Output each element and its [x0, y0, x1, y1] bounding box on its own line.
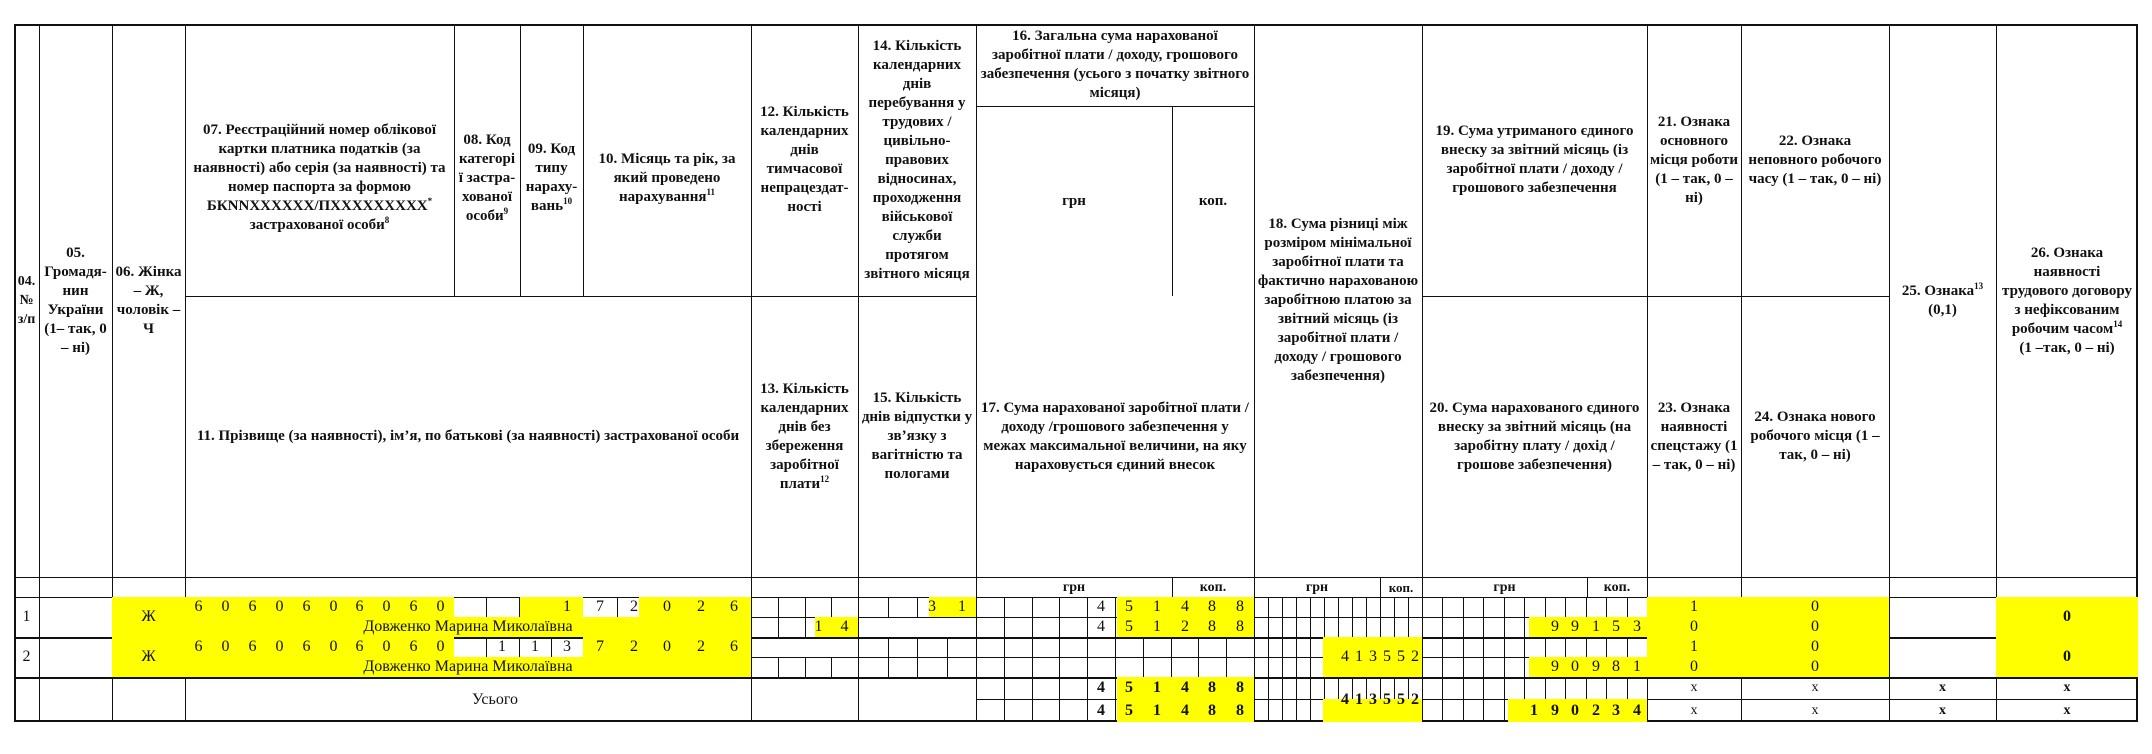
- total-c25-top: x: [1939, 680, 1946, 695]
- total-c26-bottom: x: [2063, 702, 2071, 718]
- unit-grn-18: грн: [1305, 579, 1329, 595]
- grid-line: [1442, 637, 1443, 657]
- total-c17-digit: 8: [1208, 701, 1216, 719]
- grid-line: [1032, 617, 1033, 637]
- grid-line: [888, 657, 889, 677]
- rnokpp-digit: 0: [329, 598, 338, 615]
- grid-line: [888, 637, 889, 657]
- row-2-c24: 0: [1811, 658, 1819, 675]
- grid-line: [1524, 657, 1525, 677]
- total-c18-digit: 5: [1397, 690, 1405, 708]
- grid-line: [1627, 597, 1628, 617]
- grid-line: [1032, 677, 1033, 699]
- grid-line: [1606, 597, 1607, 617]
- grid-line: [778, 617, 779, 637]
- rnokpp-digit: 6: [409, 638, 418, 655]
- grid-line: [1059, 699, 1060, 722]
- category-digit: 1: [563, 598, 571, 615]
- c16-digit: 5: [1125, 598, 1133, 615]
- c18-digit: 2: [1411, 648, 1419, 665]
- header-25: 25. Ознака$^{13}$ (0,1): [1901, 280, 1984, 318]
- grid-line: [1198, 657, 1199, 677]
- grid-line: [1059, 617, 1060, 637]
- rnokpp-digit: 0: [221, 638, 230, 655]
- month-digit: 0: [663, 598, 671, 615]
- grid-line: [1524, 617, 1525, 637]
- c17-digit: 4: [1097, 618, 1105, 635]
- c17-digit: 1: [1153, 618, 1161, 635]
- grid-line: [1366, 597, 1367, 637]
- grid-line: [1606, 637, 1607, 657]
- c18-digit: 1: [1355, 648, 1363, 665]
- grid-line: [1463, 617, 1464, 637]
- grid-line: [1647, 577, 2138, 578]
- total-c20-digit: 3: [1612, 701, 1620, 719]
- header-10: 10. Місяць та рік, за який проведено нарахування$^{11}$: [598, 150, 736, 205]
- c17-digit: 8: [1236, 618, 1244, 635]
- rnokpp-digit: 6: [409, 598, 418, 615]
- grid-line: [1198, 637, 1199, 657]
- month-digit: 2: [630, 598, 638, 615]
- total-c26-top: x: [2063, 680, 2071, 695]
- rnokpp-digit: 6: [248, 598, 257, 615]
- c16-digit: 1: [1153, 598, 1161, 615]
- rnokpp-digit: 6: [194, 638, 203, 655]
- grid-line: [1268, 677, 1269, 722]
- month-digit: 2: [697, 638, 705, 655]
- grid-line: [1504, 699, 1505, 722]
- rnokpp-digit: 0: [436, 638, 445, 655]
- grid-line: [1032, 637, 1033, 657]
- c20-digit: 9: [1571, 618, 1579, 635]
- total-c18-digit: 4: [1341, 690, 1349, 708]
- grid-line: [1115, 637, 1116, 657]
- total-c17-digit: 5: [1125, 701, 1133, 719]
- report-table: [14, 24, 2138, 722]
- c20-digit: 1: [1633, 658, 1641, 675]
- header-26: 26. Ознака наявності трудового договору з нефіксованим робочим часом$^{14}$ (1 –так, 0 – ні): [2002, 244, 2132, 356]
- rnokpp-digit: 0: [221, 598, 230, 615]
- grid-line: [1524, 637, 1525, 657]
- row-1-c22: 0: [1811, 598, 1819, 615]
- grid-line: [1442, 597, 1443, 617]
- grid-line: [831, 597, 832, 617]
- c13-digit: 1: [814, 618, 823, 635]
- c16-digit: 4: [1181, 598, 1189, 615]
- unit-kop-18: коп.: [1388, 579, 1414, 595]
- grid-line: [486, 597, 487, 617]
- total-c17-digit: 1: [1153, 701, 1161, 719]
- c18-digit: 3: [1369, 648, 1377, 665]
- grid-line: [1115, 657, 1116, 677]
- grid-line: [1310, 637, 1311, 677]
- month-digit: 2: [697, 598, 705, 615]
- header-05: 05. Громадя-нин України (1– так, 0 – ні): [44, 244, 107, 356]
- row-2-c22: 0: [1811, 638, 1819, 655]
- header-04: 04. № з/п: [17, 274, 36, 327]
- header-16-kop: коп.: [1198, 192, 1228, 209]
- total-c18-digit: 5: [1383, 690, 1391, 708]
- grid-line: [778, 597, 779, 617]
- category-digit: 1: [531, 638, 539, 655]
- header-24: 24. Ознака нового робочого місця (1 – так, 0 – ні): [1750, 409, 1880, 463]
- grid-line: [1059, 637, 1060, 657]
- total-c16-digit: 4: [1097, 679, 1105, 696]
- grid-line: [1282, 677, 1283, 722]
- grid-line: [1268, 597, 1269, 637]
- c20-digit: 5: [1612, 618, 1620, 635]
- grid-line: [1352, 597, 1353, 637]
- grid-line: [1463, 637, 1464, 657]
- grid-line: [1143, 657, 1144, 677]
- month-digit: 6: [730, 598, 738, 615]
- rnokpp-digit: 0: [382, 598, 391, 615]
- total-c16-digit: 1: [1153, 679, 1161, 696]
- grid-line: [1004, 677, 1005, 699]
- rnokpp-digit: 6: [302, 638, 311, 655]
- grid-line: [1282, 597, 1283, 637]
- grid-line: [1627, 637, 1628, 657]
- rnokpp-digit: 6: [355, 638, 364, 655]
- c18-digit: 4: [1341, 648, 1349, 665]
- grid-line: [1059, 677, 1060, 699]
- rnokpp-digit: 0: [275, 598, 284, 615]
- grid-line: [1483, 657, 1484, 677]
- header-16-grn: грн: [1062, 192, 1086, 209]
- grid-line: [1524, 677, 1525, 699]
- row-1-c26: 0: [2063, 608, 2071, 625]
- c20-digit: 9: [1551, 658, 1559, 675]
- total-c20-digit: 9: [1551, 701, 1559, 719]
- header-11: 11. Прізвище (за наявності), ім’я, по батькові (за наявності) застрахованої особи: [196, 428, 740, 444]
- c20-digit: 9: [1592, 658, 1600, 675]
- c16-digit: 4: [1097, 598, 1105, 615]
- grid-line: [947, 657, 948, 677]
- grid-line: [1545, 597, 1546, 617]
- rnokpp-digit: 0: [329, 638, 338, 655]
- grid-line: [1586, 677, 1587, 699]
- rnokpp-digit: 6: [194, 598, 203, 615]
- total-c18-digit: 1: [1355, 690, 1363, 708]
- grid-line: [1226, 637, 1227, 657]
- grid-line: [1296, 597, 1297, 637]
- row-1-c24: 0: [1811, 618, 1819, 635]
- c17-digit: 5: [1125, 618, 1133, 635]
- c18-digit: 5: [1383, 648, 1391, 665]
- total-c18-digit: 2: [1411, 690, 1419, 708]
- rnokpp-digit: 6: [355, 598, 364, 615]
- total-c18-digit: 3: [1369, 690, 1377, 708]
- grid-line: [1586, 597, 1587, 617]
- row-2-c21: 1: [1690, 638, 1698, 655]
- category-digit: 1: [498, 638, 506, 655]
- grid-line: [917, 637, 918, 657]
- total-c25-bottom: x: [1939, 702, 1946, 718]
- rnokpp-digit: 6: [302, 598, 311, 615]
- header-22: 22. Ознака неповного робочого часу (1 – так, 0 – ні): [1748, 132, 1882, 187]
- unit-grn-16: грн: [1062, 579, 1086, 595]
- grid-line: [1483, 677, 1484, 699]
- header-14: 14. Кількість календарних днів перебування у трудових / цивільно-правових відносинах, проходження військової служби протягом звітного місяця: [864, 37, 970, 282]
- grid-line: [1408, 597, 1409, 637]
- row-1-c21: 1: [1690, 598, 1698, 615]
- grid-line: [1504, 637, 1505, 657]
- grid-line: [947, 637, 948, 657]
- c20-digit: 0: [1571, 658, 1579, 675]
- grid-line: [1296, 677, 1297, 722]
- total-c20-digit: 0: [1571, 701, 1579, 719]
- header-23: 23. Ознака наявності спецстажу (1 – так, 0 – ні): [1650, 399, 1738, 473]
- total-c17-digit: 4: [1181, 701, 1189, 719]
- header-09: 09. Код типу нараху-вань$^{10}$: [525, 141, 578, 214]
- month-digit: 7: [596, 638, 604, 655]
- total-c17-digit: 4: [1097, 701, 1105, 719]
- row-2-c26: 0: [2063, 648, 2071, 665]
- total-c21-top: x: [1690, 680, 1698, 695]
- grid-line: [1463, 597, 1464, 617]
- grid-line: [1442, 657, 1443, 677]
- c18-digit: 5: [1397, 648, 1405, 665]
- header-17: 17. Сума нарахованої заробітної плати / доходу /грошового забезпечення у межах максимальної величини, на яку нараховується єдиний внесок: [981, 399, 1249, 473]
- c16-digit: 8: [1236, 598, 1244, 615]
- header-20: 20. Сума нарахованого єдиного внеску за звітний місяць (на заробітну плату / дохід / грошове забезпечення): [1429, 399, 1640, 473]
- grid-line: [1032, 597, 1033, 617]
- total-c16-digit: 8: [1208, 679, 1216, 696]
- grid-line: [1565, 597, 1566, 617]
- header-08: 08. Код категорі ї застра-хованої особи$^9$: [458, 131, 516, 224]
- header-07: 07. Реєстраційний номер облікової картки платника податків (за наявності) або серія (за наявності) та номер паспорта за формою БКNNXXXXXX/ПXXXXXXXXX* застрахованої особи$^8$: [193, 122, 446, 233]
- grid-line: [1442, 677, 1443, 699]
- grid-line: [1483, 617, 1484, 637]
- total-label: Усього: [472, 690, 518, 708]
- rnokpp-digit: 0: [436, 598, 445, 615]
- grid-line: [1171, 637, 1172, 657]
- total-c20-digit: 2: [1592, 701, 1600, 719]
- grid-line: [14, 577, 185, 578]
- grid-line: [1059, 597, 1060, 617]
- total-c22-top: x: [1811, 680, 1819, 695]
- header-19: 19. Сума утриманого єдиного внеску за звітний місяць (із заробітної плати / доходу / грошового забезпечення: [1435, 123, 1634, 196]
- grid-line: [1545, 637, 1546, 657]
- grid-line: [805, 657, 806, 677]
- header-21: 21. Ознака основного місця роботи (1 – так, 0 – ні): [1650, 113, 1739, 206]
- grid-line: [1504, 617, 1505, 637]
- c20-digit: 8: [1612, 658, 1620, 675]
- month-digit: 6: [730, 638, 738, 655]
- total-c20-digit: 4: [1633, 701, 1641, 719]
- header-13: 13. Кількість календарних днів без збереження заробітної плати$^{12}$: [760, 380, 849, 492]
- grid-line: [1627, 677, 1628, 699]
- c20-digit: 9: [1551, 618, 1559, 635]
- grid-line: [1226, 657, 1227, 677]
- row-2-number: 2: [22, 648, 31, 665]
- row-2-c23: 0: [1690, 658, 1698, 675]
- grid-line: [1032, 657, 1033, 677]
- header-18: 18. Сума різниці між розміром мінімальної заробітної плати та фактично нарахованою заробітною платою за звітний місяць (із заробітної плати / доходу / грошового забезпечення): [1257, 216, 1419, 384]
- grid-line: [888, 597, 889, 617]
- c16-digit: 8: [1208, 598, 1216, 615]
- rnokpp-digit: 0: [275, 638, 284, 655]
- header-12: 12. Кількість календарних днів тимчасової непрацездат-ності: [760, 104, 849, 215]
- total-c16-digit: 4: [1181, 679, 1189, 696]
- grid-line: [1524, 597, 1525, 617]
- grid-line: [1606, 677, 1607, 699]
- c14-digit: 3: [928, 598, 936, 615]
- row-2-gender: Ж: [141, 648, 156, 665]
- c17-digit: 2: [1181, 618, 1189, 635]
- total-c23-bottom: x: [1690, 702, 1698, 718]
- grid-line: [1268, 637, 1269, 677]
- header-16: 16. Загальна сума нарахованої заробітної плати / доходу, грошового забезпечення (усього з початку звітного місяця): [980, 28, 1250, 101]
- row-1-c23: 0: [1690, 618, 1698, 635]
- grid-line: [1504, 597, 1505, 617]
- grid-line: [1504, 677, 1505, 699]
- grid-line: [1442, 617, 1443, 637]
- grid-line: [1463, 677, 1464, 699]
- c20-digit: 1: [1592, 618, 1600, 635]
- grid-line: [1463, 699, 1464, 722]
- unit-kop-20: коп.: [1603, 579, 1631, 595]
- grid-line: [831, 657, 832, 677]
- row-1-number: 1: [22, 608, 31, 625]
- total-c16-digit: 8: [1236, 679, 1244, 696]
- grid-line: [1586, 637, 1587, 657]
- grid-line: [1004, 617, 1005, 637]
- row-1-gender: Ж: [141, 608, 156, 625]
- grid-line: [1282, 637, 1283, 677]
- grid-line: [1545, 677, 1546, 699]
- grid-line: [1394, 597, 1395, 637]
- c13-digit: 4: [840, 618, 849, 635]
- c17-digit: 8: [1208, 618, 1216, 635]
- grid-line: [1171, 657, 1172, 677]
- grid-line: [1004, 597, 1005, 617]
- month-digit: 7: [596, 598, 604, 615]
- grid-line: [1324, 597, 1325, 637]
- grid-line: [1463, 657, 1464, 677]
- grid-line: [1338, 597, 1339, 637]
- grid-line: [1143, 637, 1144, 657]
- unit-grn-20: грн: [1493, 579, 1516, 595]
- grid-line: [1296, 637, 1297, 677]
- grid-line: [1504, 657, 1505, 677]
- grid-line: [778, 657, 779, 677]
- category-digit: [519, 597, 551, 617]
- c14-digit: 1: [958, 598, 966, 615]
- grid-line: [917, 657, 918, 677]
- grid-line: [1442, 699, 1443, 722]
- grid-line: [1380, 597, 1381, 637]
- grid-line: [1059, 657, 1060, 677]
- grid-line: [1310, 597, 1311, 637]
- grid-line: [1087, 637, 1088, 657]
- month-digit: 0: [663, 638, 671, 655]
- grid-line: [1310, 677, 1311, 722]
- grid-line: [805, 597, 806, 617]
- grid-line: [1004, 657, 1005, 677]
- total-c16-digit: 5: [1125, 679, 1133, 696]
- grid-line: [1483, 637, 1484, 657]
- grid-line: [1032, 699, 1033, 722]
- grid-line: [1565, 637, 1566, 657]
- rnokpp-digit: 0: [382, 638, 391, 655]
- grid-line: [1087, 657, 1088, 677]
- grid-line: [1004, 699, 1005, 722]
- unit-kop-16: коп.: [1199, 579, 1227, 595]
- c20-digit: 3: [1633, 618, 1641, 635]
- row-2-name: Довженко Марина Миколаївна: [363, 658, 573, 675]
- category-digit: 3: [563, 638, 571, 655]
- total-c24-bottom: x: [1811, 702, 1819, 718]
- total-c17-digit: 8: [1236, 701, 1244, 719]
- grid-line: [1483, 699, 1484, 722]
- grid-line: [1004, 637, 1005, 657]
- row-1-name: Довженко Марина Миколаївна: [363, 618, 573, 635]
- grid-line: [1483, 597, 1484, 617]
- rnokpp-digit: 6: [248, 638, 257, 655]
- header-06: 06. Жінка – Ж, чоловік – Ч: [115, 263, 182, 337]
- header-15: 15. Кількість днів відпустки у зв’язку з вагітністю та пологами: [861, 390, 973, 482]
- month-digit: 2: [630, 638, 638, 655]
- grid-line: [1565, 677, 1566, 699]
- total-c20-digit: 1: [1530, 701, 1538, 719]
